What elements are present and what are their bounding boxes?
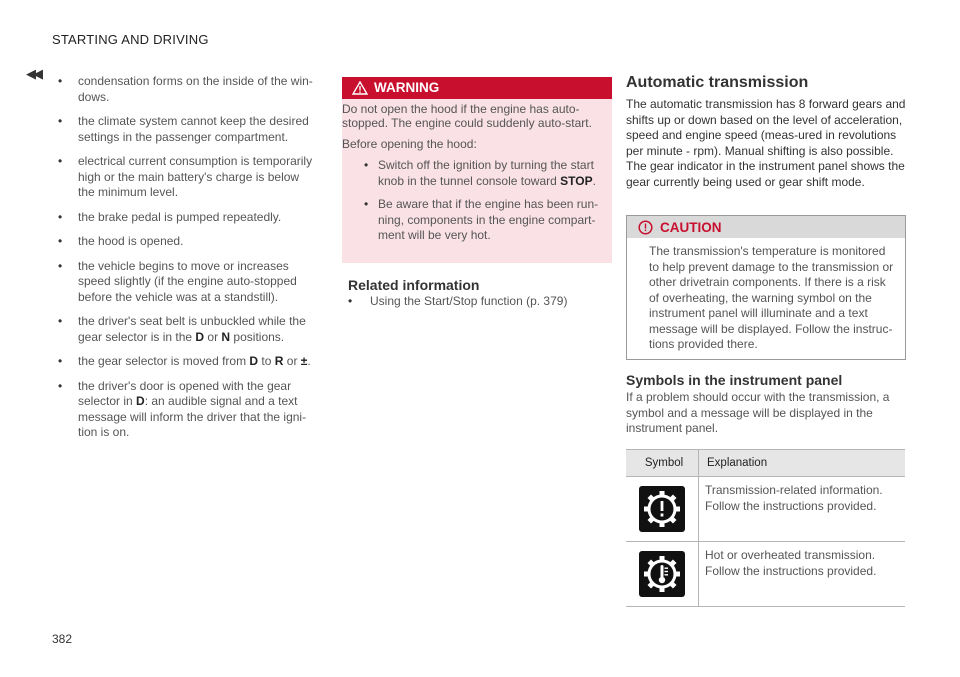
related-list xyxy=(348,294,618,319)
table-header-row xyxy=(626,450,905,477)
list-item: • the hood is opened. xyxy=(58,234,324,250)
caution-text: The transmission's temperature is monitored to help prevent damage to the transmission or other drivetrain components. If there is a risk of overheating, the warning symbol on the instrument panel will illuminate and a text message will be displayed. Follow the instruc-tions provided there. xyxy=(649,244,894,351)
column-header-explanation: Explanation xyxy=(699,450,906,477)
related-title: Related information xyxy=(348,277,480,293)
automatic-transmission-text: The automatic transmission has 8 forward gears and shifts up or down based on the level of acceleration, speed and engine speed (meas-ured in revolutions per minute - rpm). Manual shifting is also possible. The gear indicator in the instrument panel shows the gear currently being used or gear shift mode. xyxy=(626,97,906,189)
column-header-symbol: Symbol xyxy=(626,450,699,477)
list-item: • Switch off the ignition by turning the start knob in the tunnel console toward STOP. xyxy=(342,158,604,189)
list-item: • the gear selector is moved from D to R or ±. xyxy=(58,354,324,370)
table-row xyxy=(626,477,905,542)
warning-content xyxy=(342,103,604,252)
automatic-transmission-heading: Automatic transmission xyxy=(626,74,809,91)
list-item: • the climate system cannot keep the desired settings in the passenger compartment. xyxy=(58,114,324,145)
warning-triangle-icon xyxy=(352,81,368,95)
warning-box xyxy=(342,77,612,263)
page-number: 382 xyxy=(52,632,73,646)
section-title: STARTING AND DRIVING xyxy=(52,32,209,47)
caution-box xyxy=(626,215,906,360)
symbols-table xyxy=(626,449,905,607)
transmission-gear-icon xyxy=(639,486,685,532)
list-item: • electrical current consumption is temporarily high or the main battery's charge is below the minimum level. xyxy=(58,154,324,201)
back-arrows-icon[interactable]: ◀◀ xyxy=(26,66,40,81)
list-item: • the driver's seat belt is unbuckled while the gear selector is in the D or N positions. xyxy=(58,314,324,345)
explanation-cell: Transmission-related information. Follow the instructions provided. xyxy=(699,477,906,542)
condition-list xyxy=(58,74,324,441)
list-item: • the vehicle begins to move or increases speed slightly (if the engine auto-stopped before the vehicle was at a standstill). xyxy=(58,259,324,306)
transmission-temperature-icon xyxy=(639,551,685,597)
left-column xyxy=(58,74,324,450)
list-item: • the driver's door is opened with the gear selector in D: an audible signal and a text message will inform the driver that the igni- tion is on. xyxy=(58,379,324,441)
caution-header xyxy=(627,216,905,238)
symbols-intro: If a problem should occur with the transmission, a symbol and a message will be displayed in the instrument panel. xyxy=(626,390,890,435)
list-item: • the brake pedal is pumped repeatedly. xyxy=(58,210,324,226)
warning-title: WARNING xyxy=(374,80,440,95)
related-link[interactable]: • Using the Start/Stop function (p. 379) xyxy=(348,294,618,310)
symbols-heading: Symbols in the instrument panel xyxy=(626,372,843,388)
table-row xyxy=(626,542,905,607)
explanation-cell: Hot or overheated transmission. Follow the instructions provided. xyxy=(699,542,906,607)
list-item: • Be aware that if the engine has been run-ning, components in the engine compart-ment will be very hot. xyxy=(342,197,604,244)
caution-circle-icon xyxy=(638,220,653,235)
caution-title: CAUTION xyxy=(660,219,722,235)
warning-para2: Before opening the hood: xyxy=(342,137,477,151)
warning-para1: Do not open the hood if the engine has auto-stopped. The engine could suddenly auto-start. xyxy=(342,102,592,130)
list-item: • condensation forms on the inside of the win- dows. xyxy=(58,74,324,105)
warning-list xyxy=(342,158,604,244)
warning-header xyxy=(342,77,612,99)
